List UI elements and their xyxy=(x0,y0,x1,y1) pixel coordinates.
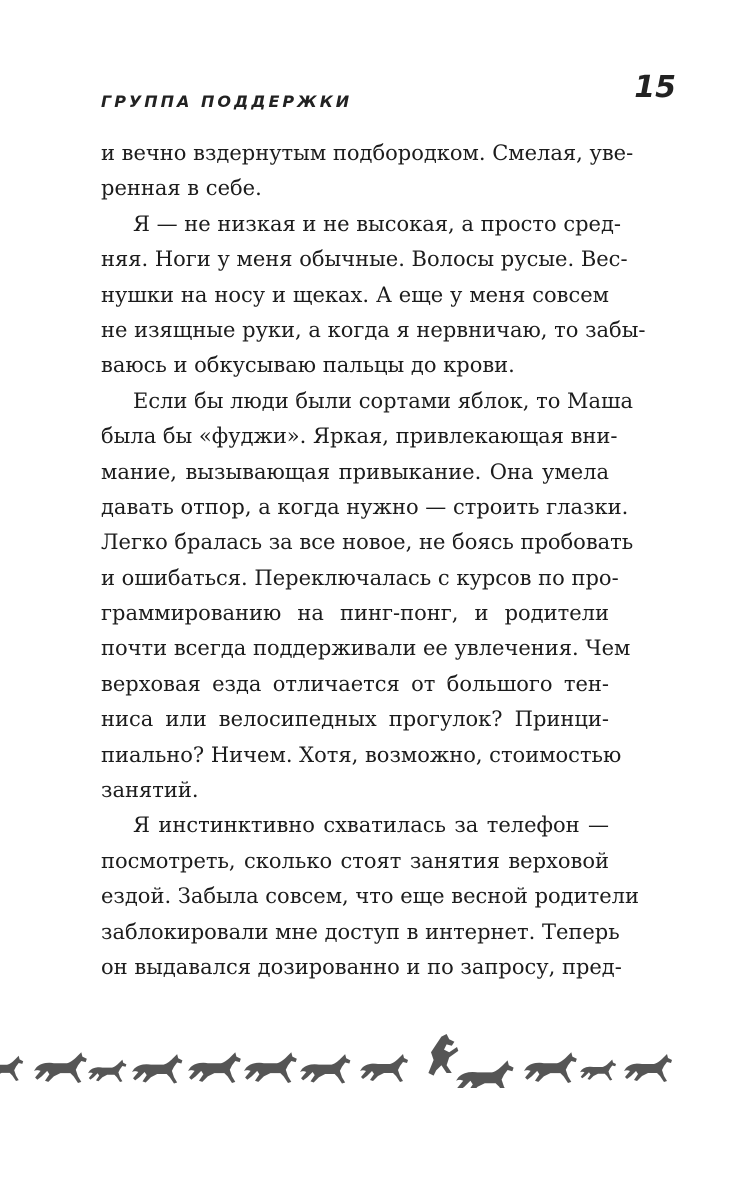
text-line: верховая езда отличается от большого тен- xyxy=(101,671,609,696)
text-line: ваюсь и обкусываю пальцы до крови. xyxy=(101,353,515,378)
text-line: граммированию на пинг-понг, и родители xyxy=(101,601,609,626)
text-line: и ошибаться. Переключалась с курсов по про- xyxy=(101,565,619,590)
text-line: заблокировали мне доступ в интернет. Теперь xyxy=(101,919,620,944)
page-number: 15 xyxy=(634,70,676,105)
horse-frieze xyxy=(0,1028,738,1088)
text-line: была бы «фуджи». Яркая, привлекающая вни- xyxy=(101,424,618,449)
text-line: он выдавался дозированно и по запросу, пред- xyxy=(101,954,622,979)
text-line: ренная в себе. xyxy=(101,176,262,201)
body-text xyxy=(101,136,646,985)
text-line: Я — не низкая и не высокая, а просто сред- xyxy=(133,211,622,236)
text-line: ездой. Забыла совсем, что еще весной родители xyxy=(101,884,639,909)
text-line: няя. Ноги у меня обычные. Волосы русые. Вес- xyxy=(101,247,628,272)
text-line: Я инстинктивно схватилась за телефон — xyxy=(133,813,609,838)
text-line: нушки на носу и щеках. А еще у меня совсем xyxy=(101,282,609,307)
text-line: почти всегда поддерживали ее увлечения. Чем xyxy=(101,636,631,661)
text-line: пиально? Ничем. Хотя, возможно, стоимостью xyxy=(101,742,622,767)
text-line: и вечно вздернутым подбородком. Смелая, уве- xyxy=(101,141,634,165)
text-line: не изящные руки, а когда я нервничаю, то забы- xyxy=(101,317,646,342)
text-line: мание, вызывающая привыкание. Она умела xyxy=(101,459,609,484)
running-head: ГРУППА ПОДДЕРЖКИ xyxy=(101,92,353,111)
text-line: ниса или велосипедных прогулок? Принци- xyxy=(101,707,609,732)
text-line: давать отпор, а когда нужно — строить глазки. xyxy=(101,494,629,519)
text-line: занятий. xyxy=(101,778,199,803)
text-line: Если бы люди были сортами яблок, то Маша xyxy=(133,388,634,413)
text-line: посмотреть, сколько стоят занятия верховой xyxy=(101,848,609,873)
text-line: Легко бралась за все новое, не боясь пробовать xyxy=(101,530,634,555)
